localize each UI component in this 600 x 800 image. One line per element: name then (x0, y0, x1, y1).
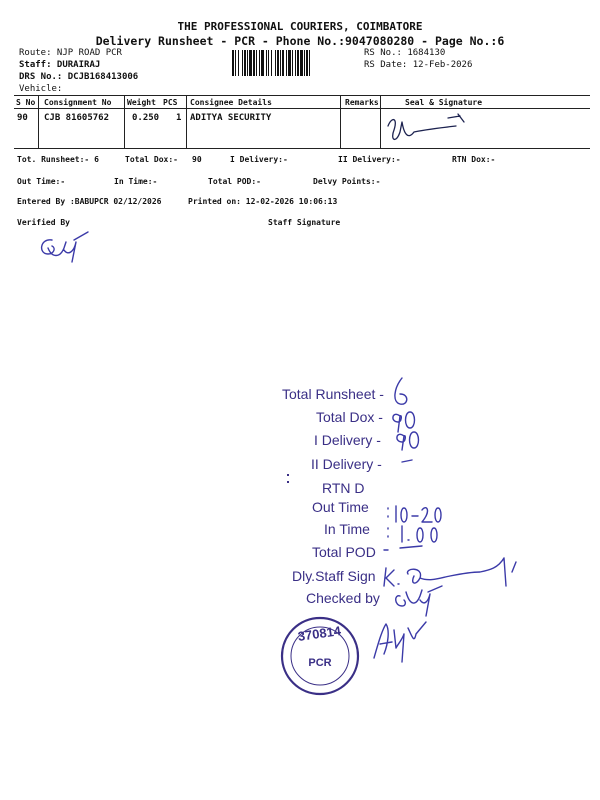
handwritten-dly-staff-sign (384, 558, 516, 586)
row-pcs: 1 (176, 113, 182, 123)
rs-date: RS Date: 12-Feb-2026 (364, 60, 473, 70)
in-time: In Time:- (114, 177, 158, 186)
total-dox-value: 90 (192, 155, 202, 164)
vehicle-label: Vehicle: (19, 84, 63, 94)
route-label: Route: NJP ROAD PCR (19, 48, 122, 58)
barcode-bar (247, 50, 248, 76)
barcode-bar (256, 50, 257, 76)
stamp-ii-delivery: II Delivery - (311, 456, 382, 472)
rtn-dox: RTN Dox:- (452, 155, 496, 164)
seal-signature (368, 614, 440, 664)
entered-by: Entered By :BABUPCR 02/12/2026 (17, 197, 162, 206)
barcode-bar (259, 50, 260, 76)
delvy-points: Delvy Points:- (313, 177, 381, 186)
col-header-consignee: Consignee Details (190, 98, 272, 107)
barcode-bar (275, 50, 276, 76)
stamp-in-time: In Time (324, 521, 370, 537)
col-header-sno: S No (16, 98, 36, 107)
col-header-weight: Weight (127, 98, 156, 107)
handwritten-total-runsheet (395, 378, 407, 404)
tot-runsheet: Tot. Runsheet:- 6 (17, 155, 99, 164)
barcode-bar (292, 50, 293, 76)
drs-label: DRS No.: DCJB168413006 (19, 72, 139, 82)
svg-text:370814: 370814 (296, 623, 342, 644)
barcode-bar (253, 50, 255, 76)
total-dox-label: Total Dox:- (125, 155, 178, 164)
svg-text:PCR: PCR (308, 657, 332, 669)
barcode-bar (306, 50, 308, 76)
barcode-bar (242, 50, 243, 76)
barcode-bar (282, 50, 284, 76)
col-divider (124, 95, 125, 148)
ii-delivery: II Delivery:- (338, 155, 401, 164)
barcode-bar (280, 50, 281, 76)
barcode (232, 50, 360, 76)
rs-number: RS No.: 1684130 (364, 48, 446, 58)
handwritten-ii-delivery (402, 460, 412, 462)
handwritten-total-dox (393, 412, 415, 432)
barcode-bar (268, 50, 269, 76)
barcode-bar (244, 50, 246, 76)
recipient-signature (378, 108, 478, 148)
barcode-bar (261, 50, 264, 76)
barcode-bar (288, 50, 291, 76)
barcode-bar (249, 50, 252, 76)
barcode-bar (277, 50, 279, 76)
stamp-rtn-d: RTN D (322, 480, 365, 496)
stamp-total-pod: Total POD (312, 544, 376, 560)
staff-signature-label: Staff Signature (268, 218, 341, 227)
handwritten-i-delivery (397, 432, 419, 450)
out-time: Out Time:- (17, 177, 66, 186)
office-seal (276, 612, 364, 700)
row-sno: 90 (17, 113, 28, 123)
verified-by: Verified By (17, 218, 70, 227)
barcode-bar (235, 50, 236, 76)
stray-ink-dot (287, 474, 289, 476)
printed-on: Printed on: 12-02-2026 10:06:13 (188, 197, 338, 206)
table-header-rule (14, 108, 590, 109)
handwritten-out-time (388, 506, 441, 522)
stamp-total-dox: Total Dox - (316, 409, 383, 425)
i-delivery: I Delivery:- (230, 155, 288, 164)
staff-label: Staff: DURAIRAJ (19, 60, 101, 70)
barcode-bar (309, 50, 310, 76)
col-header-seal: Seal & Signature (405, 98, 483, 107)
col-header-consignment: Consignment No (44, 98, 112, 107)
stray-ink-dot (287, 481, 289, 483)
barcode-bar (304, 50, 305, 76)
barcode-bar (286, 50, 287, 76)
barcode-bar (266, 50, 267, 76)
stamp-dly-staff-sign: Dly.Staff Sign (292, 568, 376, 584)
barcode-bar (300, 50, 303, 76)
col-header-pcs: PCS (163, 98, 178, 107)
handwritten-total-pod (384, 546, 422, 550)
stamp-total-runsheet: Total Runsheet - (282, 386, 384, 402)
table-top-rule (14, 95, 590, 96)
barcode-bar (297, 50, 299, 76)
col-header-remarks: Remarks (345, 98, 379, 107)
handwritten-in-time (388, 526, 437, 542)
row-weight: 0.250 (132, 113, 160, 123)
runsheet-subtitle: Delivery Runsheet - PCR - Phone No.:9047080280 - Page No.:6 (95, 34, 505, 48)
barcode-bar (271, 50, 272, 76)
verifier-initials (30, 228, 100, 268)
stamp-out-time: Out Time (312, 499, 369, 515)
stamp-checked-by: Checked by (306, 590, 380, 606)
barcode-bar (238, 50, 239, 76)
handwritten-values (380, 372, 580, 617)
row-consignment: CJB 81605762 (44, 113, 110, 123)
col-divider (340, 95, 341, 148)
col-divider (38, 95, 39, 148)
table-bottom-rule (14, 148, 590, 149)
barcode-bar (232, 50, 234, 76)
company-title: THE PROFESSIONAL COURIERS, COIMBATORE (177, 20, 423, 33)
col-divider (186, 95, 187, 148)
barcode-bar (295, 50, 296, 76)
row-consignee: ADITYA SECURITY (190, 113, 272, 123)
stamp-i-delivery: I Delivery - (314, 432, 381, 448)
total-pod: Total POD:- (208, 177, 261, 186)
